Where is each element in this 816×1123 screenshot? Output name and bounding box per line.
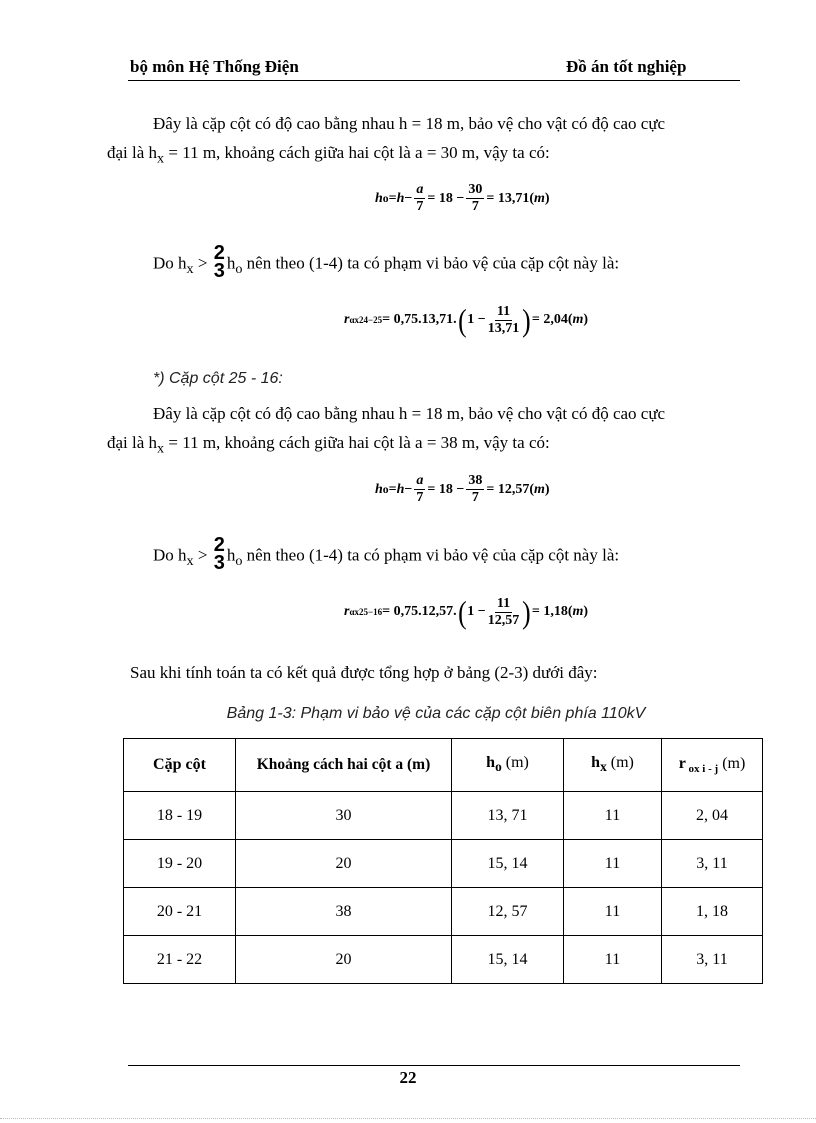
cell-distance: 30: [236, 792, 452, 840]
cell-distance: 20: [236, 936, 452, 984]
header-divider: [128, 80, 740, 81]
cell-r: 3, 11: [662, 936, 763, 984]
paragraph-2: Đây là cặp cột có độ cao bằng nhau h = 18 m, bảo vệ cho vật có độ cao cực đại là $h_x = 11$ m, khoảng cách giữa hai cột là a = 38 m, vậy ta có:: [107, 404, 666, 457]
cell-pair: 21 - 22: [124, 936, 236, 984]
cell-pair: 19 - 20: [124, 840, 236, 888]
formula-r-25-16: r αx25−16 = 0,75.12,57. ( 1 − $\frac{11}{12,57}$ ) = 1,18( m ): [344, 594, 589, 630]
table-row: [124, 792, 763, 840]
cell-r: 3, 11: [662, 840, 763, 888]
table-row: [124, 888, 763, 936]
header-r: r $_{ox i - j}$ (m): [662, 739, 763, 792]
cell-r: 2, 04: [662, 792, 763, 840]
footer-divider: [128, 1065, 740, 1066]
summary-text: Sau khi tính toán ta có kết quả được tổng hợp ở bảng (2-3) dưới đây:: [130, 663, 598, 682]
paragraph-1: Đây là cặp cột có độ cao bằng nhau h = 18 m, bảo vệ cho vật có độ cao cực đại là $h_x = 11$ m, khoảng cách giữa hai cột là a = 30 m, vậy ta có:: [107, 114, 666, 167]
page-number: 22: [399, 1068, 417, 1087]
cell-r: 1, 18: [662, 888, 763, 936]
header-distance: Khoảng cách hai cột a (m): [236, 739, 452, 792]
cell-pair: 20 - 21: [124, 888, 236, 936]
cell-hx: 11: [564, 792, 662, 840]
protection-range-table: [123, 738, 763, 984]
cell-ho: 15, 14: [452, 936, 564, 984]
header-pair: Cặp cột: [124, 739, 236, 792]
table-row: [124, 840, 763, 888]
cell-distance: 20: [236, 840, 452, 888]
condition-line-1: Do $h_x$ > 2 3 $h_o$ nên theo (1-4) ta có phạm vi bảo vệ của cặp cột này là:: [153, 242, 620, 282]
cell-hx: 11: [564, 840, 662, 888]
header-department: bộ môn Hệ Thống Điện: [130, 57, 299, 76]
section-heading-25-16: *) Cặp cột 25 - 16:: [153, 370, 283, 387]
table-row: [124, 936, 763, 984]
cell-ho: 12, 57: [452, 888, 564, 936]
header-ho: $h_o$ (m): [452, 739, 564, 792]
formula-r-24-25: r αx24−25 = 0,75.13,71. ( 1 − $\frac{11}{13,71}$ ) = 2,04( m ): [344, 302, 589, 338]
cell-pair: 18 - 19: [124, 792, 236, 840]
header-document-title: Đồ án tốt nghiệp: [566, 57, 687, 76]
table-caption: Bảng 1-3: Phạm vi bảo vệ của các cặp cột biên phía 110kV: [226, 705, 646, 722]
formula-ho-2: h o = h − $\frac{a}{7}$ = 18 − $\frac{38}{7}$ = 12,57( m ): [375, 473, 550, 505]
cell-distance: 38: [236, 888, 452, 936]
cell-hx: 11: [564, 888, 662, 936]
condition-line-2: Do $h_x$ > 2 3 $h_o$ nên theo (1-4) ta có phạm vi bảo vệ của cặp cột này là:: [153, 534, 620, 574]
cell-ho: 15, 14: [452, 840, 564, 888]
header-hx: $h_x$ (m): [564, 739, 662, 792]
formula-ho-1: h o = h − $\frac{a}{7}$ = 18 − $\frac{30}{7}$ = 13,71( m ): [375, 182, 550, 214]
cell-ho: 13, 71: [452, 792, 564, 840]
cell-hx: 11: [564, 936, 662, 984]
table-header-row: [124, 739, 763, 792]
page-edge: [0, 1118, 816, 1119]
